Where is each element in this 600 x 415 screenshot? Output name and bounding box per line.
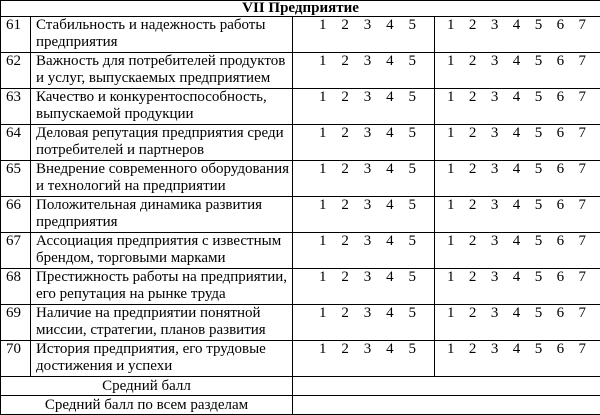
scale-option[interactable]: 6 bbox=[557, 17, 565, 34]
rating-scale-5[interactable] bbox=[293, 161, 435, 197]
scale-option[interactable]: 1 bbox=[447, 197, 455, 214]
scale-option[interactable]: 5 bbox=[409, 305, 417, 322]
rating-scale-5[interactable] bbox=[293, 89, 435, 125]
scale-option[interactable]: 4 bbox=[386, 17, 394, 34]
scale-option[interactable]: 2 bbox=[341, 305, 349, 322]
section-title-row bbox=[1, 1, 600, 17]
scale-option[interactable]: 1 bbox=[319, 161, 327, 178]
item-text: Внедрение современного оборудования и технологий на предприятии bbox=[31, 161, 293, 197]
scale-option[interactable]: 4 bbox=[386, 269, 394, 286]
scale-option[interactable]: 4 bbox=[513, 341, 521, 358]
scale-option[interactable]: 5 bbox=[535, 233, 543, 250]
scale-option[interactable]: 4 bbox=[386, 161, 394, 178]
scale-option[interactable]: 6 bbox=[557, 269, 565, 286]
scale-option[interactable]: 1 bbox=[447, 233, 455, 250]
item-number: 63 bbox=[1, 89, 31, 125]
scale-option[interactable]: 7 bbox=[579, 89, 587, 106]
scale-option[interactable]: 2 bbox=[469, 305, 477, 322]
scale-option[interactable]: 1 bbox=[447, 125, 455, 142]
table-row bbox=[1, 89, 600, 125]
scale-option[interactable]: 2 bbox=[469, 161, 477, 178]
scale-option[interactable]: 3 bbox=[364, 269, 372, 286]
rating-scale-7[interactable] bbox=[435, 233, 600, 269]
rating-scale-7[interactable] bbox=[435, 269, 600, 305]
scale-option[interactable]: 5 bbox=[409, 17, 417, 34]
scale-option[interactable]: 5 bbox=[535, 53, 543, 70]
scale-option[interactable]: 4 bbox=[386, 233, 394, 250]
scale-option[interactable]: 3 bbox=[364, 17, 372, 34]
rating-scale-5[interactable] bbox=[293, 341, 435, 377]
scale-option[interactable]: 4 bbox=[386, 197, 394, 214]
scale-option[interactable]: 4 bbox=[386, 53, 394, 70]
scale-option[interactable]: 7 bbox=[579, 305, 587, 322]
overall-average-row bbox=[1, 396, 600, 415]
scale-option[interactable]: 1 bbox=[447, 305, 455, 322]
scale-option[interactable]: 2 bbox=[469, 17, 477, 34]
scale-option[interactable]: 4 bbox=[513, 17, 521, 34]
scale-option[interactable]: 3 bbox=[364, 233, 372, 250]
scale-option[interactable]: 5 bbox=[535, 341, 543, 358]
scale-option[interactable]: 3 bbox=[491, 341, 499, 358]
scale-option[interactable]: 3 bbox=[364, 53, 372, 70]
table-row bbox=[1, 269, 600, 305]
scale-option[interactable]: 3 bbox=[491, 17, 499, 34]
scale-option[interactable]: 3 bbox=[364, 125, 372, 142]
scale-option[interactable]: 3 bbox=[491, 89, 499, 106]
scale-option[interactable]: 2 bbox=[341, 125, 349, 142]
scale-option[interactable]: 3 bbox=[491, 197, 499, 214]
scale-option[interactable]: 4 bbox=[513, 89, 521, 106]
scale-option[interactable]: 5 bbox=[409, 233, 417, 250]
scale-option[interactable]: 1 bbox=[447, 341, 455, 358]
item-number: 64 bbox=[1, 125, 31, 161]
item-number: 69 bbox=[1, 305, 31, 341]
table-row bbox=[1, 305, 600, 341]
rating-scale-7[interactable] bbox=[435, 89, 600, 125]
scale-option[interactable]: 6 bbox=[557, 305, 565, 322]
rating-scale-5[interactable] bbox=[293, 197, 435, 233]
scale-option[interactable]: 3 bbox=[364, 197, 372, 214]
scale-option[interactable]: 1 bbox=[447, 89, 455, 106]
rating-scale-7[interactable] bbox=[435, 305, 600, 341]
scale-option[interactable]: 2 bbox=[341, 89, 349, 106]
scale-option[interactable]: 3 bbox=[491, 305, 499, 322]
rating-scale-5[interactable] bbox=[293, 125, 435, 161]
rating-scale-5[interactable] bbox=[293, 305, 435, 341]
scale-option[interactable]: 2 bbox=[341, 341, 349, 358]
scale-option[interactable]: 5 bbox=[409, 161, 417, 178]
table-row bbox=[1, 161, 600, 197]
item-text: Стабильность и надежность работы предприятия bbox=[31, 17, 293, 53]
scale-option[interactable]: 2 bbox=[469, 89, 477, 106]
rating-scale-7[interactable] bbox=[435, 125, 600, 161]
scale-option[interactable]: 1 bbox=[319, 89, 327, 106]
scale-option[interactable]: 3 bbox=[491, 125, 499, 142]
item-number: 65 bbox=[1, 161, 31, 197]
scale-option[interactable]: 1 bbox=[319, 125, 327, 142]
item-text: Важность для потребителей продуктов и услуг, выпускаемых предприятием bbox=[31, 53, 293, 89]
scale-option[interactable]: 2 bbox=[469, 341, 477, 358]
scale-option[interactable]: 4 bbox=[513, 305, 521, 322]
scale-option[interactable]: 6 bbox=[557, 197, 565, 214]
scale-option[interactable]: 6 bbox=[557, 53, 565, 70]
scale-option[interactable]: 5 bbox=[535, 125, 543, 142]
rating-scale-7[interactable] bbox=[435, 17, 600, 53]
scale-option[interactable]: 2 bbox=[469, 125, 477, 142]
rating-scale-7[interactable] bbox=[435, 161, 600, 197]
item-number: 68 bbox=[1, 269, 31, 305]
scale-option[interactable]: 3 bbox=[364, 89, 372, 106]
item-number: 70 bbox=[1, 341, 31, 377]
average-score-value[interactable] bbox=[293, 377, 600, 396]
scale-option[interactable]: 2 bbox=[469, 197, 477, 214]
scale-option[interactable]: 1 bbox=[319, 233, 327, 250]
table-row bbox=[1, 233, 600, 269]
scale-option[interactable]: 4 bbox=[513, 269, 521, 286]
scale-option[interactable]: 1 bbox=[319, 197, 327, 214]
item-text: Положительная динамика развития предприятия bbox=[31, 197, 293, 233]
scale-option[interactable]: 6 bbox=[557, 233, 565, 250]
overall-average-value[interactable] bbox=[293, 396, 600, 415]
item-text: Наличие на предприятии понятной миссии, стратегии, планов развития bbox=[31, 305, 293, 341]
scale-option[interactable]: 7 bbox=[579, 233, 587, 250]
scale-option[interactable]: 3 bbox=[364, 305, 372, 322]
table-row bbox=[1, 17, 600, 53]
scale-option[interactable]: 2 bbox=[341, 161, 349, 178]
average-score-row bbox=[1, 377, 600, 396]
item-text: Престижность работы на предприятии, его репутация на рынке труда bbox=[31, 269, 293, 305]
rating-scale-7[interactable] bbox=[435, 197, 600, 233]
item-text: Ассоциация предприятия с известным брендом, торговыми марками bbox=[31, 233, 293, 269]
scale-option[interactable]: 5 bbox=[535, 305, 543, 322]
average-score-label: Средний балл bbox=[1, 377, 293, 396]
scale-option[interactable]: 3 bbox=[491, 269, 499, 286]
rating-scale-7[interactable] bbox=[435, 341, 600, 377]
item-text: Деловая репутация предприятия среди потребителей и партнеров bbox=[31, 125, 293, 161]
scale-option[interactable]: 5 bbox=[535, 89, 543, 106]
scale-option[interactable]: 4 bbox=[513, 125, 521, 142]
scale-option[interactable]: 2 bbox=[341, 233, 349, 250]
rating-scale-5[interactable] bbox=[293, 53, 435, 89]
scale-option[interactable]: 7 bbox=[579, 197, 587, 214]
scale-option[interactable]: 3 bbox=[491, 161, 499, 178]
scale-option[interactable]: 4 bbox=[513, 161, 521, 178]
scale-option[interactable]: 1 bbox=[319, 269, 327, 286]
scale-option[interactable]: 5 bbox=[409, 89, 417, 106]
scale-option[interactable]: 5 bbox=[535, 161, 543, 178]
scale-option[interactable]: 7 bbox=[579, 161, 587, 178]
scale-option[interactable]: 5 bbox=[409, 197, 417, 214]
item-number: 66 bbox=[1, 197, 31, 233]
scale-option[interactable]: 3 bbox=[364, 341, 372, 358]
rating-scale-7[interactable] bbox=[435, 53, 600, 89]
scale-option[interactable]: 2 bbox=[341, 17, 349, 34]
table-row bbox=[1, 341, 600, 377]
scale-option[interactable]: 2 bbox=[341, 197, 349, 214]
scale-option[interactable]: 4 bbox=[513, 197, 521, 214]
scale-option[interactable]: 5 bbox=[409, 53, 417, 70]
scale-option[interactable]: 4 bbox=[513, 233, 521, 250]
scale-option[interactable]: 6 bbox=[557, 125, 565, 142]
scale-option[interactable]: 1 bbox=[447, 53, 455, 70]
scale-option[interactable]: 1 bbox=[447, 17, 455, 34]
scale-option[interactable]: 5 bbox=[535, 269, 543, 286]
scale-option[interactable]: 1 bbox=[319, 341, 327, 358]
scale-option[interactable]: 1 bbox=[447, 269, 455, 286]
item-number: 61 bbox=[1, 17, 31, 53]
item-text: История предприятия, его трудовые достижения и успехи bbox=[31, 341, 293, 377]
scale-option[interactable]: 4 bbox=[513, 53, 521, 70]
scale-option[interactable]: 7 bbox=[579, 125, 587, 142]
scale-option[interactable]: 2 bbox=[469, 269, 477, 286]
scale-option[interactable]: 7 bbox=[579, 53, 587, 70]
scale-option[interactable]: 2 bbox=[469, 53, 477, 70]
scale-option[interactable]: 4 bbox=[386, 125, 394, 142]
scale-option[interactable]: 4 bbox=[386, 305, 394, 322]
scale-option[interactable]: 1 bbox=[319, 17, 327, 34]
item-number: 62 bbox=[1, 53, 31, 89]
scale-option[interactable]: 7 bbox=[579, 341, 587, 358]
scale-option[interactable]: 6 bbox=[557, 341, 565, 358]
item-number: 67 bbox=[1, 233, 31, 269]
scale-option[interactable]: 1 bbox=[319, 305, 327, 322]
scale-option[interactable]: 7 bbox=[579, 269, 587, 286]
scale-option[interactable]: 6 bbox=[557, 161, 565, 178]
scale-option[interactable]: 2 bbox=[341, 269, 349, 286]
rating-scale-5[interactable] bbox=[293, 233, 435, 269]
rating-scale-5[interactable] bbox=[293, 17, 435, 53]
section-title: VII Предприятие bbox=[1, 1, 600, 17]
scale-option[interactable]: 4 bbox=[386, 89, 394, 106]
table-row bbox=[1, 53, 600, 89]
scale-option[interactable]: 5 bbox=[409, 125, 417, 142]
overall-average-label: Средний балл по всем разделам bbox=[1, 396, 293, 415]
scale-option[interactable]: 1 bbox=[319, 53, 327, 70]
scale-option[interactable]: 3 bbox=[364, 161, 372, 178]
scale-option[interactable]: 3 bbox=[491, 233, 499, 250]
table-row bbox=[1, 197, 600, 233]
scale-option[interactable]: 6 bbox=[557, 89, 565, 106]
scale-option[interactable]: 7 bbox=[579, 17, 587, 34]
scale-option[interactable]: 2 bbox=[341, 53, 349, 70]
scale-option[interactable]: 3 bbox=[491, 53, 499, 70]
scale-option[interactable]: 5 bbox=[409, 269, 417, 286]
scale-option[interactable]: 5 bbox=[535, 17, 543, 34]
scale-option[interactable]: 5 bbox=[535, 197, 543, 214]
table-row bbox=[1, 125, 600, 161]
rating-scale-5[interactable] bbox=[293, 269, 435, 305]
scale-option[interactable]: 1 bbox=[447, 161, 455, 178]
item-text: Качество и конкурентоспособность, выпускаемой продукции bbox=[31, 89, 293, 125]
scale-option[interactable]: 2 bbox=[469, 233, 477, 250]
scale-option[interactable]: 4 bbox=[386, 341, 394, 358]
scale-option[interactable]: 5 bbox=[409, 341, 417, 358]
